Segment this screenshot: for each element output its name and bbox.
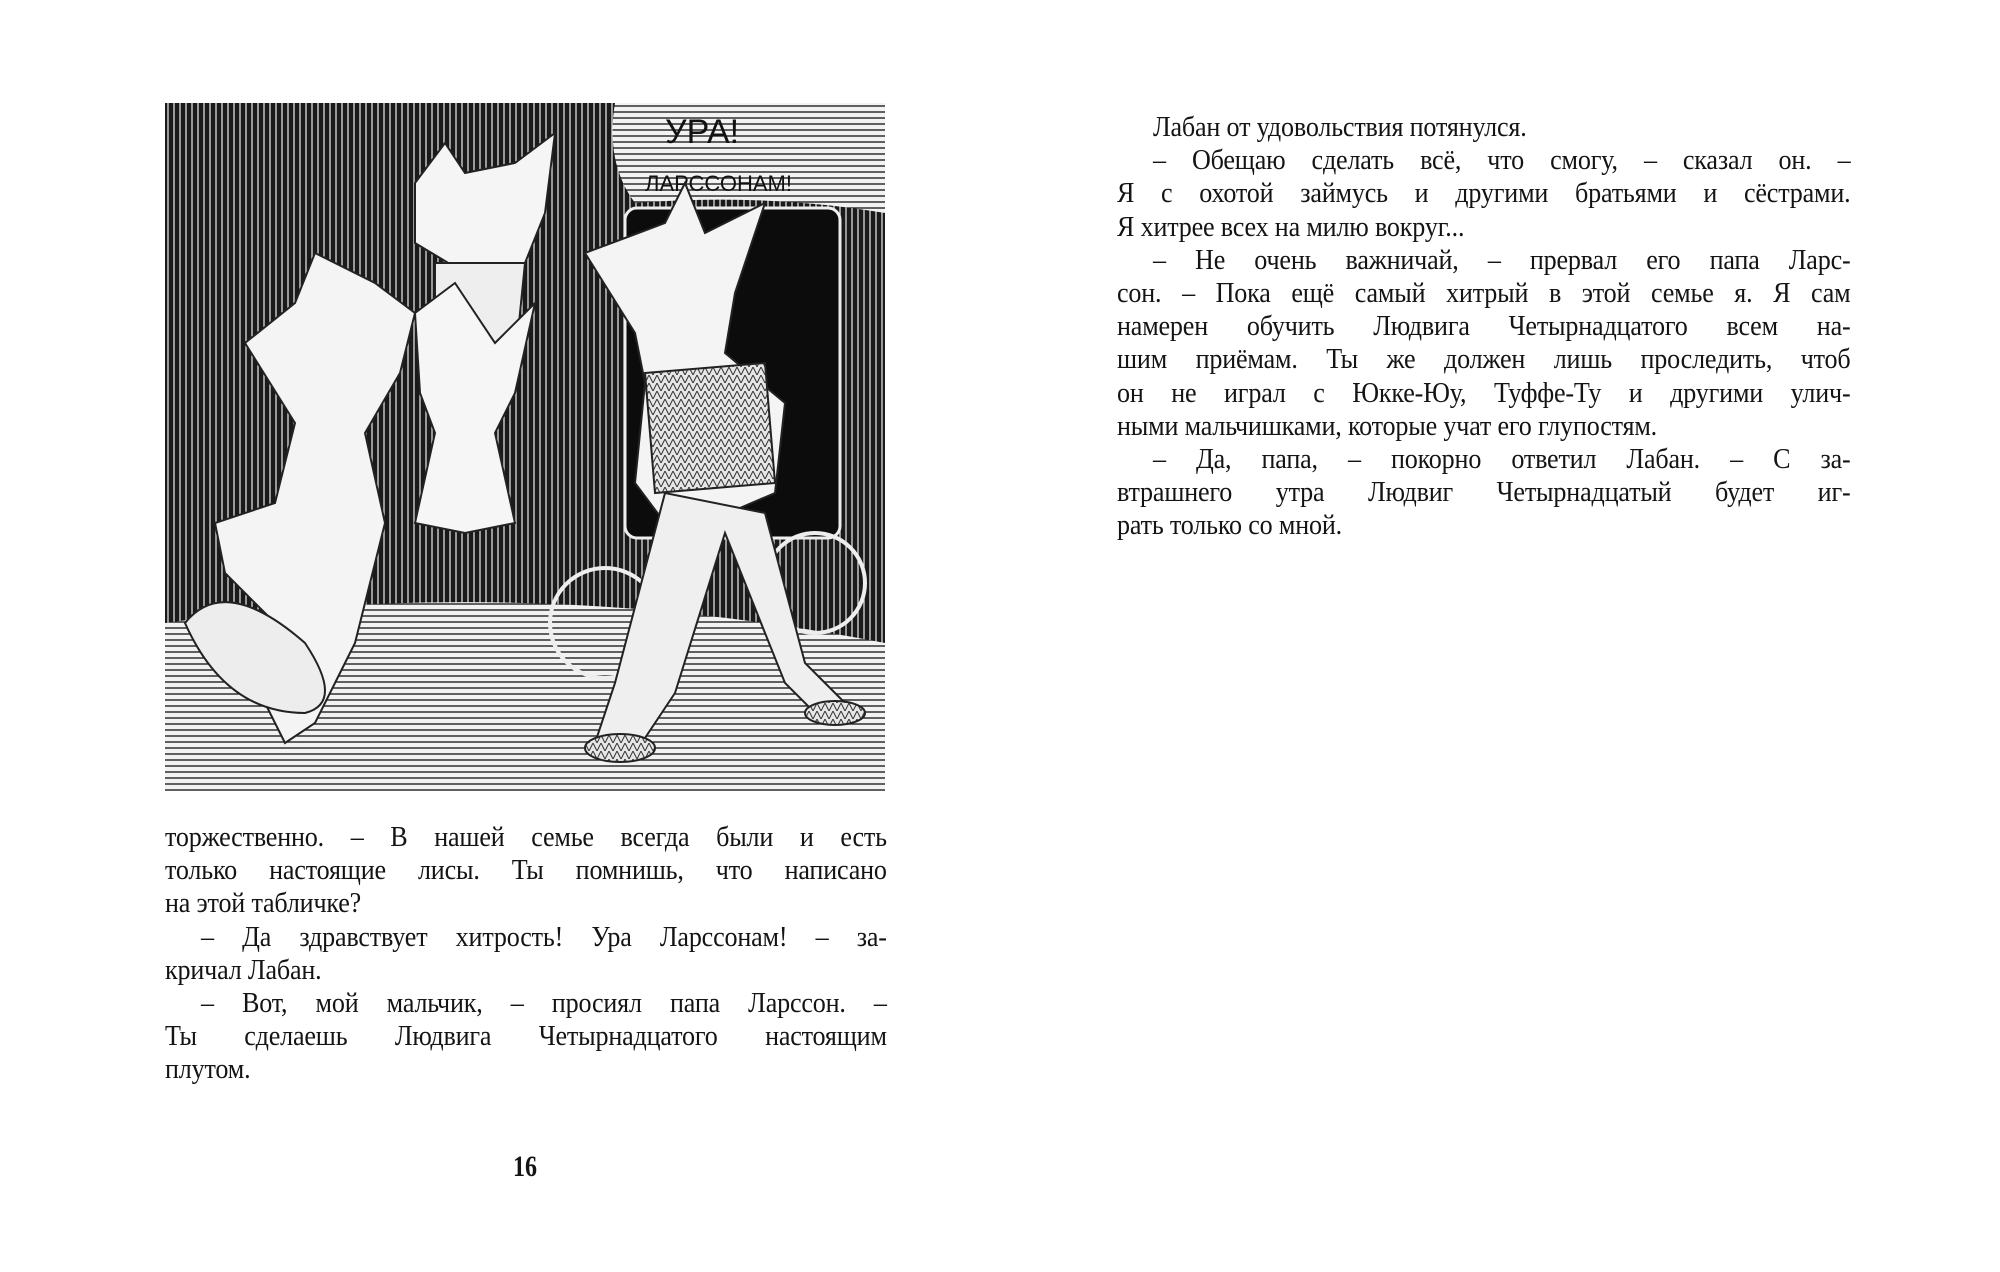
svg-text:ЛАРССОНАМ!: ЛАРССОНАМ! — [645, 171, 792, 196]
left-page-text — [165, 821, 887, 1087]
text-line: торжественно. – В нашей семье всегда были и есть — [165, 821, 887, 853]
text-line: шим приёмам. Ты же должен лишь проследить, чтоб — [1117, 343, 1851, 376]
text-line: намерен обучить Людвига Четырнадцатого всем на- — [1117, 310, 1851, 343]
text-line: – Да здравствует хитрость! Ура Ларссонам! – за- — [201, 920, 887, 953]
fox-family-illustration — [165, 103, 885, 791]
text-line: – Обещаю сделать всё, что смогу, – сказал он. – — [1153, 144, 1851, 177]
text-line: Лабан от удовольствия потянулся. — [1153, 111, 1527, 143]
text-line: сон. – Пока ещё самый хитрый в этой семье я. Я сам — [1117, 277, 1851, 310]
text-line: он не играл с Юкке-Юу, Туффе-Ту и другими улич- — [1117, 376, 1851, 409]
text-line: только настоящие лисы. Ты помнишь, что написано — [165, 854, 887, 887]
text-line: Я хитрее всех на милю вокруг... — [1117, 210, 1465, 243]
text-line: – Вот, мой мальчик, – просиял папа Ларссон. – — [201, 987, 887, 1020]
text-line: на этой табличке? — [165, 887, 362, 920]
right-page — [1000, 0, 2000, 1272]
right-page-text — [1117, 111, 1851, 543]
text-line: – Да, папа, – покорно ответил Лабан. – С за- — [1153, 443, 1851, 476]
text-line: – Не очень важничай, – прервал его папа Ларс- — [1153, 243, 1851, 276]
svg-text:УРА!: УРА! — [665, 113, 740, 151]
text-line: ными мальчишками, которые учат его глупостям. — [1117, 409, 1658, 442]
fox-family-drawing-icon — [165, 103, 885, 791]
page-number: 16 — [513, 1150, 537, 1183]
text-line: Ты сделаешь Людвига Четырнадцатого настоящим — [165, 1020, 887, 1053]
text-line: Я с охотой займусь и другими братьями и сёстрами. — [1117, 177, 1851, 210]
text-line: плутом. — [165, 1053, 251, 1086]
text-line: втрашнего утра Людвиг Четырнадцатый будет иг- — [1117, 476, 1851, 509]
text-line: рать только со мной. — [1117, 509, 1343, 542]
text-line: кричал Лабан. — [165, 953, 322, 986]
